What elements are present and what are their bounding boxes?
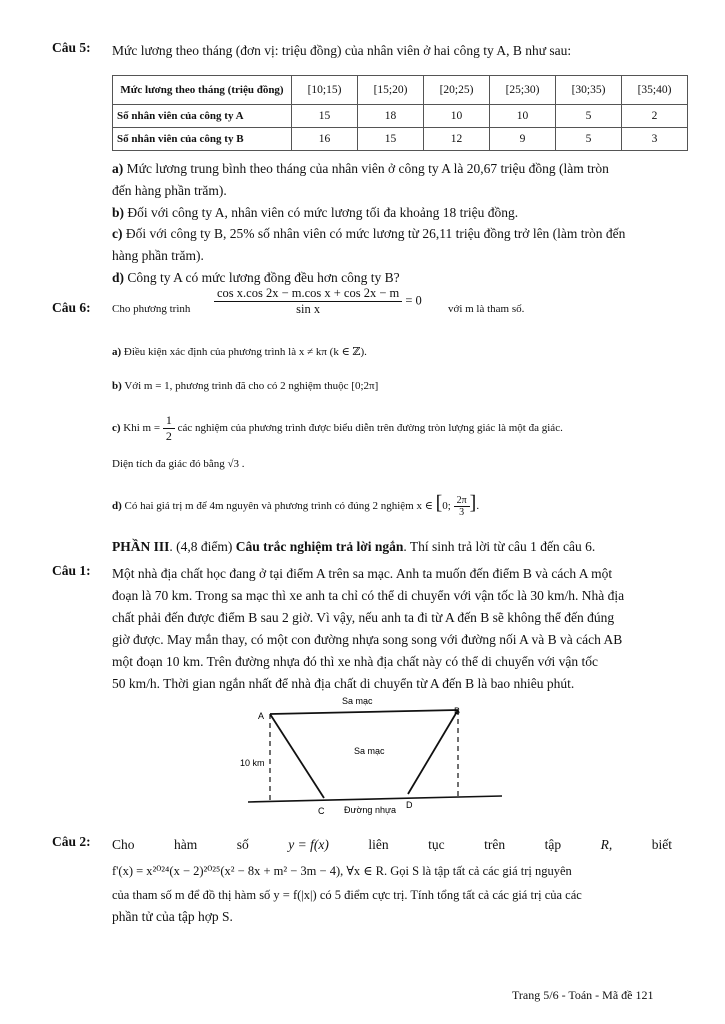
- q6-eq-den: sin x: [296, 302, 321, 316]
- part3-title: PHẦN III: [112, 539, 170, 554]
- fig-point-b: B: [454, 706, 461, 716]
- segment-db: [408, 710, 458, 794]
- q6-d-interval-left: 0;: [442, 500, 451, 512]
- part3-subtitle: Câu trắc nghiệm trả lời ngắn: [235, 539, 404, 554]
- table-cell: 18: [358, 105, 424, 128]
- q6-intro-end: với m là tham số.: [448, 303, 525, 315]
- p2-word: y = f(x): [288, 837, 329, 852]
- q6-d-frac-n: 2π: [454, 495, 470, 507]
- table-row: [113, 105, 688, 128]
- q6-eq-num: cos x.cos 2x − m.cos x + cos 2x − m: [214, 286, 402, 302]
- q5-a: [112, 158, 677, 180]
- segment-ab: [270, 710, 458, 714]
- table-cell: 12: [424, 128, 490, 151]
- q6-d-fraction: [454, 495, 470, 518]
- q6-c-text1: Khi m =: [123, 422, 161, 435]
- q6-b: [112, 380, 378, 392]
- table-cell: 9: [490, 128, 556, 151]
- q6-label: Câu 6:: [52, 300, 91, 315]
- q6-c: [112, 413, 563, 444]
- q5-b-prefix: b): [112, 205, 125, 220]
- q6-c-frac-n: 1: [163, 413, 175, 429]
- p2-word: tập: [544, 837, 562, 852]
- q6-intro: Cho phương trình: [112, 303, 191, 315]
- q6-a-text: Điều kiện xác định của phương trình là x ≠ kπ (k ∈ ℤ).: [123, 346, 367, 358]
- table-cell: 16: [292, 128, 358, 151]
- fig-mid-label: Sa mạc: [354, 746, 385, 756]
- q5-c-text1: Đối với công ty B, 25% số nhân viên có mức lương từ 26,11 triệu đồng trở lên (làm tròn đến: [125, 226, 626, 241]
- row-label-a: Số nhân viên của công ty A: [113, 105, 292, 128]
- q6-fraction: [214, 286, 402, 317]
- part3-heading: [112, 536, 595, 558]
- table-col: [10;15): [292, 76, 358, 105]
- p1-line: 50 km/h. Thời gian ngắn nhất để nhà địa chất di chuyển từ A đến B là bao nhiêu phút.: [112, 676, 575, 691]
- table-header-row: [113, 76, 688, 105]
- q5-a-prefix: a): [112, 161, 124, 176]
- q5-d-prefix: d): [112, 270, 125, 285]
- q6-d-end: .: [476, 500, 480, 512]
- p1-line: chất phải đến được điểm B sau 2 giờ. Vì vậy, nếu anh ta đi từ A đến B sẽ không thể đến đúng: [112, 610, 615, 625]
- p2-line1: [112, 834, 672, 856]
- q6-d: [112, 492, 479, 518]
- fig-point-a: A: [258, 711, 265, 721]
- q5-c: [112, 223, 682, 245]
- table-cell: 10: [490, 105, 556, 128]
- q5-intro: Mức lương theo tháng (đơn vị: triệu đồng) của nhân viên ở hai công ty A, B như sau:: [112, 43, 572, 58]
- q5-a-line2: đến hàng phần trăm).: [112, 183, 227, 198]
- fig-dist-label: 10 km: [240, 758, 265, 768]
- q5-c-line2: hàng phần trăm).: [112, 248, 204, 263]
- p2-word: R,: [600, 837, 613, 852]
- q6-c-prefix: c): [112, 422, 121, 435]
- table-cell: 5: [556, 128, 622, 151]
- q6-a-prefix: a): [112, 346, 122, 358]
- p2-label: Câu 2:: [52, 834, 91, 849]
- p2-line3: của tham số m để đồ thị hàm số y = f(|x|) có 5 điểm cực trị. Tính tổng tất cả các giá trị của các: [112, 888, 582, 902]
- q5-d-text: Công ty A có mức lương đồng đều hơn công ty B?: [127, 270, 400, 285]
- table-cell: 15: [292, 105, 358, 128]
- q5-label: Câu 5:: [52, 40, 91, 55]
- table-cell: 3: [622, 128, 688, 151]
- table-cell: 5: [556, 105, 622, 128]
- q6-equation: [214, 286, 422, 317]
- q5-a-text1: Mức lương trung bình theo tháng của nhân viên ở công ty A là 20,67 triệu đồng (làm tròn: [126, 161, 609, 176]
- fig-point-c: C: [318, 806, 325, 816]
- desert-road-figure: [230, 692, 510, 820]
- part3-rest: . Thí sinh trả lời từ câu 1 đến câu 6.: [403, 539, 596, 554]
- fig-road-label: Đường nhựa: [344, 805, 396, 815]
- p2-word: tục: [428, 837, 445, 852]
- p1-line: một đoạn 10 km. Trên đường nhựa đó thì xe nhà địa chất này có thể di chuyển với vận tốc: [112, 654, 598, 669]
- q6-c-line3: Diện tích đa giác đó bằng √3 .: [112, 458, 245, 470]
- q6-d-bracket-open: [: [435, 492, 443, 514]
- p1-line: giờ được. May mắn thay, có một con đường nhựa song song với đường nối A và B và cách AB: [112, 632, 623, 647]
- q6-c-frac-d: 2: [165, 429, 172, 443]
- p2-word: biết: [651, 837, 672, 852]
- p1-text: [112, 563, 672, 695]
- table-col: [25;30): [490, 76, 556, 105]
- fig-point-d: D: [406, 800, 413, 810]
- q6-b-prefix: b): [112, 380, 122, 392]
- q6-a: [112, 345, 367, 358]
- q6-d-frac-d: 3: [459, 506, 465, 518]
- q6-c-text2: các nghiệm của phương trình được biểu diễn trên đường tròn lượng giác là một đa giác.: [177, 422, 563, 435]
- q6-b-text: Với m = 1, phương trình đã cho có 2 nghiệm thuộc [0;2π]: [124, 380, 379, 392]
- part3-points: . (4,8 điểm): [169, 539, 233, 554]
- table-header-label: Mức lương theo tháng (triệu đồng): [113, 76, 292, 105]
- asphalt-road: [248, 796, 502, 802]
- p1-label: Câu 1:: [52, 563, 91, 578]
- p2-line2: f'(x) = x²⁰²⁴(x − 2)²⁰²⁵(x² − 8x + m² − 3m − 4), ∀x ∈ R. Gọi S là tập tất cả các giá trị nguyên: [112, 864, 572, 878]
- page-footer: Trang 5/6 - Toán - Mã đề 121: [512, 988, 654, 1002]
- segment-ac: [270, 714, 324, 798]
- table-col: [35;40): [622, 76, 688, 105]
- q5-b-text: Đối với công ty A, nhân viên có mức lương tối đa khoảng 18 triệu đồng.: [127, 205, 519, 220]
- p2-word: liên: [368, 837, 389, 852]
- table-cell: 15: [358, 128, 424, 151]
- q6-c-fraction: [163, 413, 175, 444]
- q6-d-text1: Có hai giá trị m để 4m nguyên và phương trình có đúng 2 nghiệm x ∈: [124, 500, 433, 512]
- p2-word: Cho: [112, 837, 135, 852]
- p1-line: đoạn là 70 km. Trong sa mạc thì xe anh ta chỉ có thể di chuyển với vận tốc là 30 km/h. Nhà địa: [112, 588, 625, 603]
- table-cell: 10: [424, 105, 490, 128]
- fig-top-label: Sa mạc: [342, 696, 373, 706]
- p2-word: hàm: [174, 837, 198, 852]
- q6-d-bracket-close: ]: [469, 492, 477, 514]
- p2-line4: phần tử của tập hợp S.: [112, 909, 233, 924]
- q5-c-prefix: c): [112, 226, 123, 241]
- salary-table: [112, 75, 688, 151]
- p1-line: Một nhà địa chất học đang ở tại điểm A trên sa mạc. Anh ta muốn đến điểm B và cách A một: [112, 566, 613, 581]
- table-col: [20;25): [424, 76, 490, 105]
- p2-word: số: [236, 837, 249, 852]
- table-col: [30;35): [556, 76, 622, 105]
- q6-eq-rhs: = 0: [405, 293, 422, 308]
- p2-word: trên: [484, 837, 506, 852]
- table-row: [113, 128, 688, 151]
- row-label-b: Số nhân viên của công ty B: [113, 128, 292, 151]
- q6-d-prefix: d): [112, 500, 122, 512]
- table-cell: 2: [622, 105, 688, 128]
- q5-b: [112, 202, 518, 224]
- table-col: [15;20): [358, 76, 424, 105]
